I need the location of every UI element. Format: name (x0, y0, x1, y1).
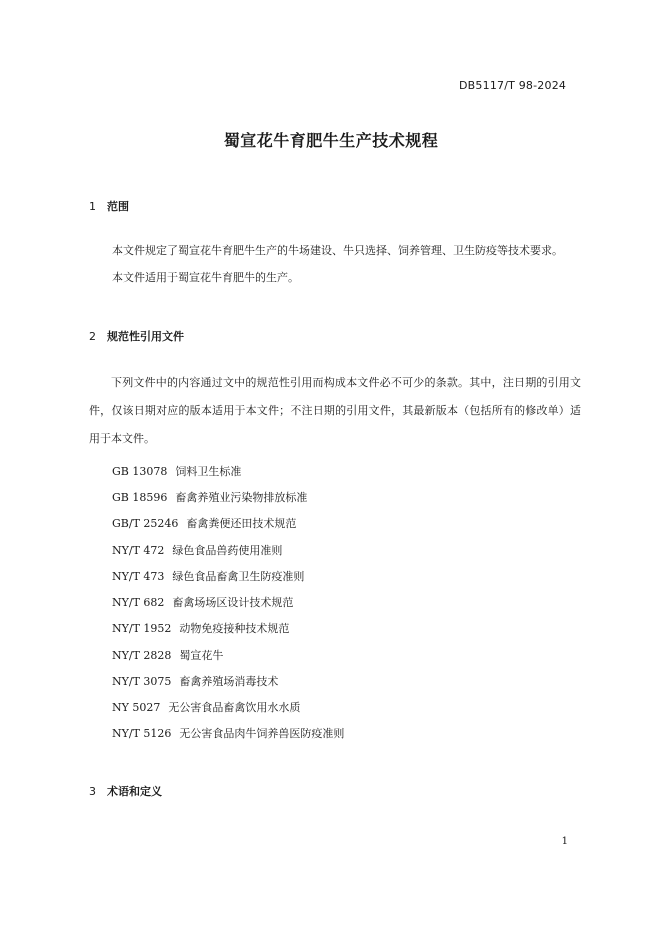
reference-item (112, 515, 296, 531)
section-title: 规范性引用文件 (107, 330, 184, 343)
document-code: DB5117/T 98-2024 (459, 79, 567, 92)
reference-id: NY/T 2828 (112, 649, 172, 662)
section-title: 术语和定义 (107, 785, 162, 798)
reference-title: 动物免疫接种技术规范 (179, 622, 290, 635)
reference-id: NY/T 3075 (112, 675, 172, 688)
section-number: 3 (89, 785, 96, 798)
reference-id: NY/T 472 (112, 544, 165, 557)
reference-id: GB/T 25246 (112, 517, 179, 530)
reference-title: 蜀宣花牛 (179, 649, 224, 662)
reference-item (112, 647, 223, 663)
reference-id: NY 5027 (112, 701, 161, 714)
reference-title: 无公害食品肉牛饲养兽医防疫准则 (179, 727, 345, 740)
section-number: 1 (89, 200, 96, 213)
scope-paragraph-2: 本文件适用于蜀宣花牛育肥牛的生产。 (112, 271, 299, 284)
reference-item (112, 725, 344, 741)
reference-title: 饲料卫生标准 (175, 465, 242, 478)
reference-title: 畜禽场场区设计技术规范 (172, 596, 294, 609)
reference-title: 绿色食品兽药使用准则 (172, 544, 283, 557)
reference-item (112, 568, 304, 584)
reference-id: NY/T 5126 (112, 727, 172, 740)
reference-id: GB 18596 (112, 491, 168, 504)
reference-title: 畜禽养殖场消毒技术 (179, 675, 279, 688)
reference-title: 畜禽养殖业污染物排放标准 (175, 491, 308, 504)
reference-item (112, 620, 289, 636)
section-heading-scope (89, 198, 129, 214)
reference-item (112, 699, 300, 715)
reference-item (112, 594, 293, 610)
reference-id: NY/T 1952 (112, 622, 172, 635)
reference-item (112, 673, 278, 689)
reference-id: NY/T 473 (112, 570, 165, 583)
reference-item (112, 463, 241, 479)
section-number: 2 (89, 330, 96, 343)
references-intro-paragraph: 下列文件中的内容通过文中的规范性引用而构成本文件必不可少的条款。其中，注日期的引用文件，仅该日期对应的版本适用于本文件；不注日期的引用文件，其最新版本（包括所有的修改单）适用于本文件。 (89, 376, 581, 445)
reference-item (112, 542, 282, 558)
document-title: 蜀宣花牛育肥牛生产技术规程 (223, 131, 439, 150)
reference-title: 畜禽粪便还田技术规范 (186, 517, 297, 530)
section-title: 范围 (107, 200, 129, 213)
reference-title: 无公害食品畜禽饮用水水质 (168, 701, 301, 714)
section-heading-normative-references (89, 328, 184, 344)
section-heading-terms-definitions (89, 783, 162, 799)
page-number: 1 (561, 836, 568, 847)
reference-title: 绿色食品畜禽卫生防疫准则 (172, 570, 305, 583)
reference-id: NY/T 682 (112, 596, 165, 609)
scope-paragraph-1: 本文件规定了蜀宣花牛育肥牛生产的牛场建设、牛只选择、饲养管理、卫生防疫等技术要求。 (112, 244, 563, 257)
reference-id: GB 13078 (112, 465, 168, 478)
reference-item (112, 489, 307, 505)
